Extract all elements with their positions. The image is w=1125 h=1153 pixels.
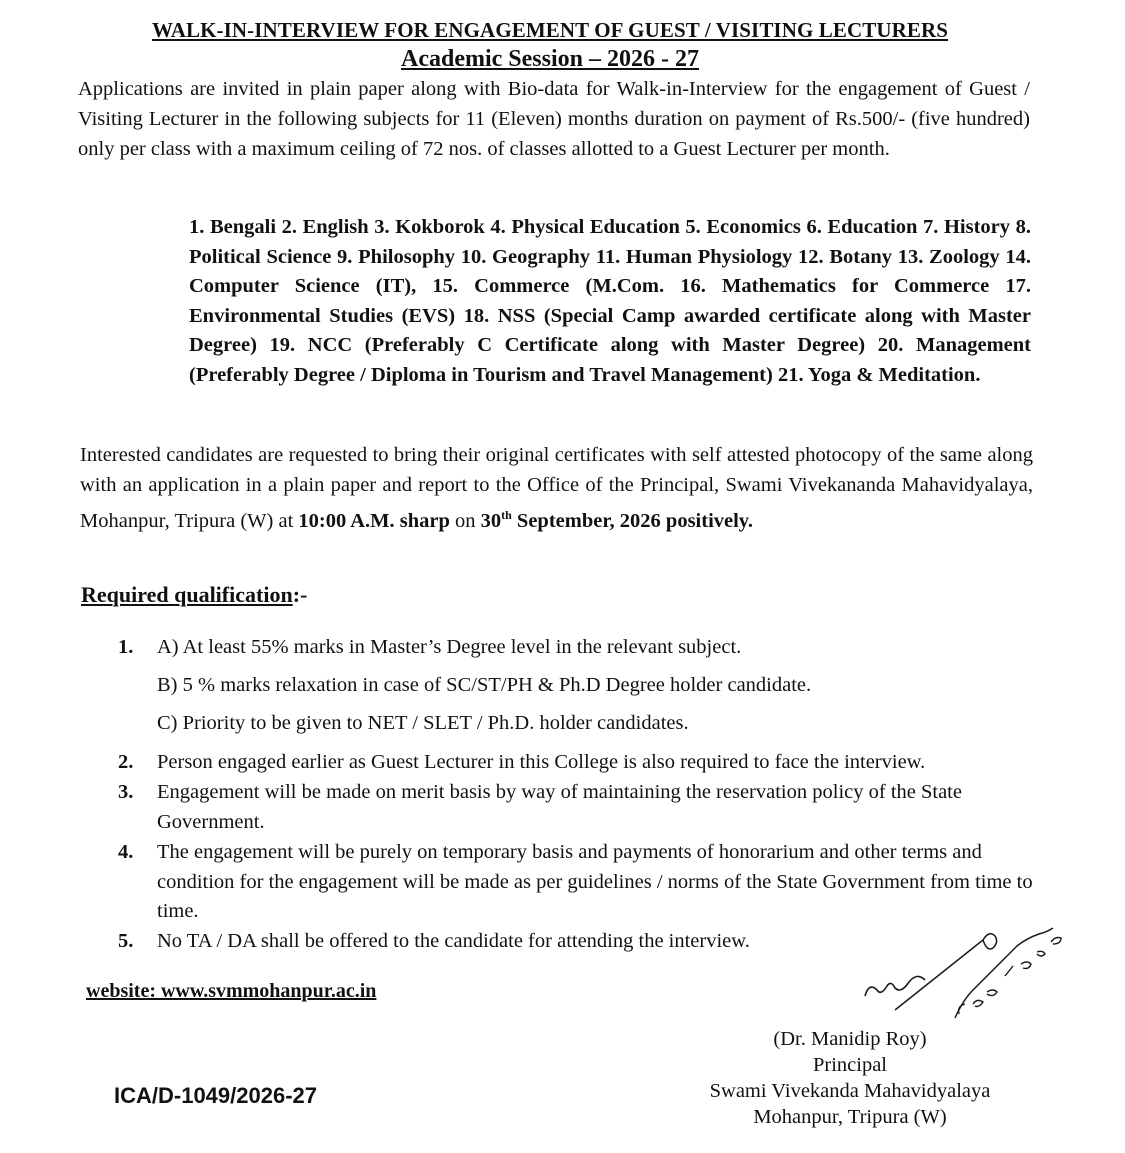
list-item-text: The engagement will be purely on temporary basis and payments of honorarium and other terms and condition for the engagement will be made as per guidelines / norms of the State Government from time to time. xyxy=(157,841,1033,922)
intro-paragraph: Applications are invited in plain paper along with Bio-data for Walk-in-Interview for the engagement of Guest / Visiting Lecturer in the following subjects for 11 (Eleven) months duration on payment of Rs.500/- (five hundred) only per class with a maximum ceiling of 72 nos. of classes allotted to a Guest Lecturer per month. xyxy=(78,78,1030,160)
list-item-text: Person engaged earlier as Guest Lecturer in this College is also required to face the interview. xyxy=(157,751,926,773)
website-link[interactable]: website: www.svmmohanpur.ac.in xyxy=(86,980,377,1002)
required-qualification-heading xyxy=(81,582,307,608)
signatory-name: (Dr. Manidip Roy) xyxy=(773,1028,927,1050)
signatory-title: Principal xyxy=(812,1054,887,1076)
subjects-list: 1. Bengali 2. English 3. Kokborok 4. Physical Education 5. Economics 6. Education 7. History 8. Political Science 9. Philosophy 10. Geography 11. Human Physiology 12. Botany 13. Zoology 14. Computer Science (IT), 15. Commerce (M.Com. 16. Mathematics for Commerce 17. Environmental Studies (EVS) 18. NSS (Special Camp awarded certificate along with Master Degree) 19. NCC (Preferably C Certificate along with Master Degree) 20. Management (Preferably Degree / Diploma in Tourism and Travel Management) 21. Yoga & Meditation. xyxy=(189,216,1031,386)
list-item-number: 1. xyxy=(118,636,134,658)
interview-time: 10:00 A.M. sharp xyxy=(298,509,450,532)
list-item-number: 5. xyxy=(118,930,134,952)
list-item-number: 3. xyxy=(118,781,134,803)
required-qualification-suffix: :- xyxy=(292,582,308,607)
interview-date-rest: September, 2026 positively. xyxy=(511,509,754,532)
list-item-number: 4. xyxy=(118,841,134,863)
interview-day: 30 xyxy=(480,509,502,532)
academic-session: Academic Session – 2026 - 27 xyxy=(401,46,699,72)
list-item-text: C) Priority to be given to NET / SLET / Ph.D. holder candidates. xyxy=(157,712,689,734)
required-qualification-label: Required qualification xyxy=(81,582,293,607)
candidates-text: Interested candidates are requested to bring their original certificates with self attested photocopy of the same along with an application in a plain paper and report to the Office of the Principal, Swami Vivekananda Mahavidyalaya, Mohanpur, Tripura (W) at xyxy=(80,444,1033,532)
list-item-text: B) 5 % marks relaxation in case of SC/ST/PH & Ph.D Degree holder candidate. xyxy=(157,674,812,696)
institution-location: Mohanpur, Tripura (W) xyxy=(753,1106,947,1128)
list-item-text: No TA / DA shall be offered to the candidate for attending the interview. xyxy=(157,930,750,952)
interview-day-suffix: th xyxy=(501,508,512,522)
interview-date xyxy=(481,510,753,532)
reference-number: ICA/D-1049/2026-27 xyxy=(114,1083,318,1108)
list-item-number: 2. xyxy=(118,751,134,773)
list-item-text: A) At least 55% marks in Master’s Degree level in the relevant subject. xyxy=(157,636,742,658)
signatory-block xyxy=(680,1026,1020,1130)
handwritten-signature xyxy=(855,918,1075,1038)
candidates-on: on xyxy=(449,509,481,532)
list-item-text: Engagement will be made on merit basis by way of maintaining the reservation policy of the State Government. xyxy=(157,781,962,833)
candidates-paragraph xyxy=(80,440,1033,536)
notice-title: WALK-IN-INTERVIEW FOR ENGAGEMENT OF GUEST / VISITING LECTURERS xyxy=(151,18,949,42)
institution-name: Swami Vivekanda Mahavidyalaya xyxy=(709,1080,991,1102)
